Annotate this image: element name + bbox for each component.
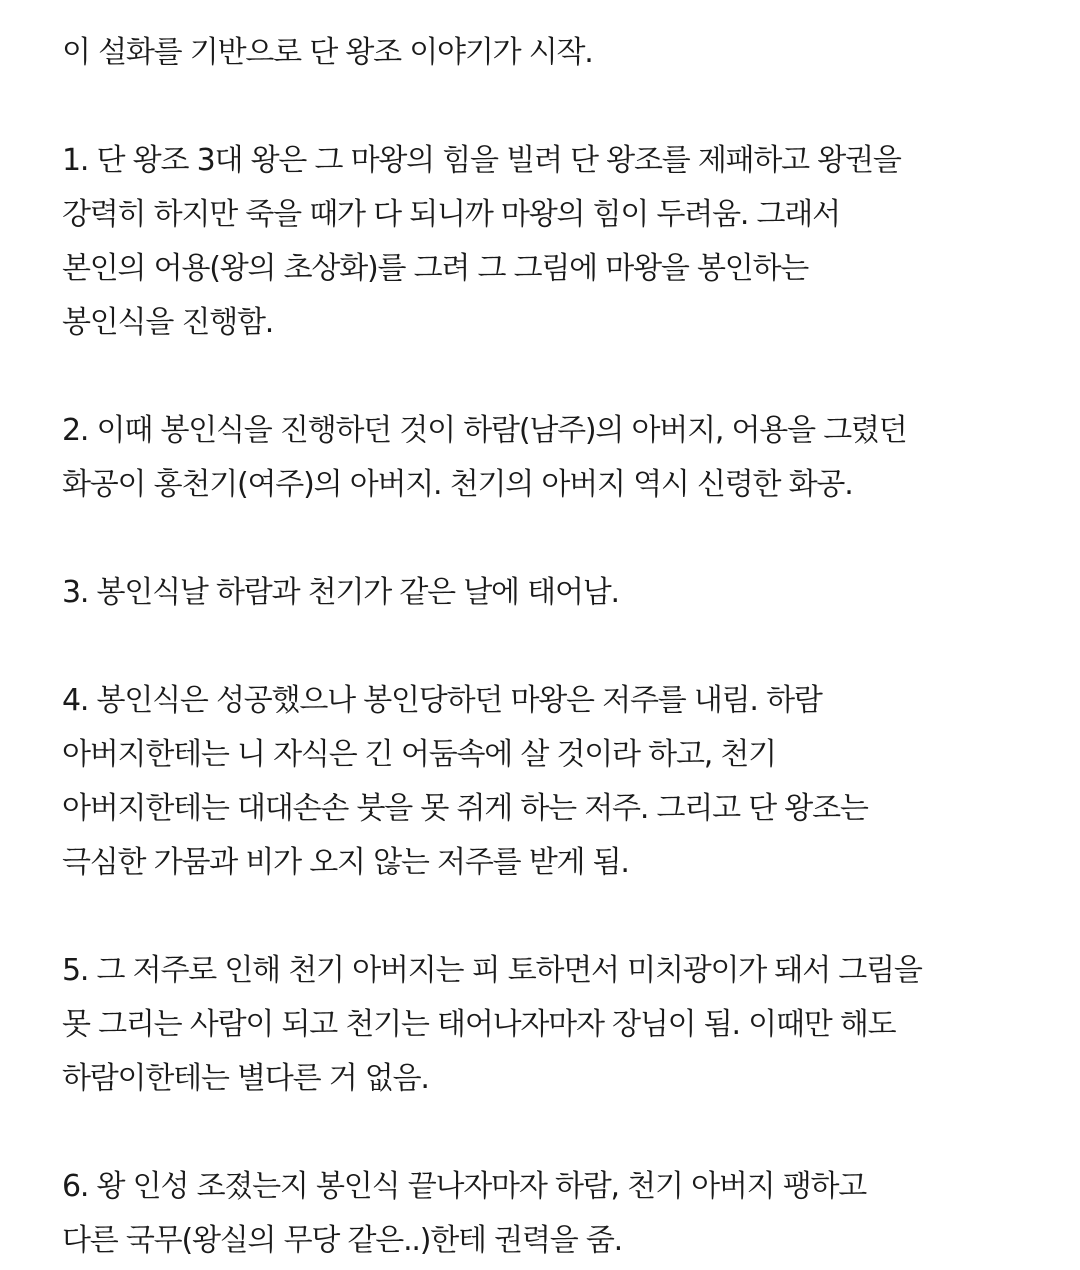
text-line: 봉인식을 진행함. (62, 305, 274, 340)
intro-paragraph (62, 26, 1052, 80)
paragraph-gap (62, 80, 1052, 134)
text-line: 아버지한테는 니 자식은 긴 어둠속에 살 것이라 하고, 천기 (62, 737, 776, 772)
point-5-paragraph (62, 944, 1052, 1106)
text-line: 이 설화를 기반으로 단 왕조 이야기가 시작. (62, 35, 593, 70)
text-line: 못 그리는 사람이 되고 천기는 태어나자마자 장님이 됨. 이때만 해도 (62, 1007, 896, 1042)
text-line: 1. 단 왕조 3대 왕은 그 마왕의 힘을 빌려 단 왕조를 제패하고 왕권을 (62, 143, 901, 178)
paragraph-gap (62, 350, 1052, 404)
text-line: 6. 왕 인성 조졌는지 봉인식 끝나자마자 하람, 천기 아버지 팽하고 (62, 1169, 867, 1204)
document-body (62, 26, 1052, 1268)
text-line: 3. 봉인식날 하람과 천기가 같은 날에 태어남. (62, 575, 619, 610)
paragraph-gap (62, 1106, 1052, 1160)
text-line: 4. 봉인식은 성공했으나 봉인당하던 마왕은 저주를 내림. 하람 (62, 683, 822, 718)
text-line: 화공이 홍천기(여주)의 아버지. 천기의 아버지 역시 신령한 화공. (62, 467, 853, 502)
text-line: 2. 이때 봉인식을 진행하던 것이 하람(남주)의 아버지, 어용을 그렸던 (62, 413, 907, 448)
point-2-paragraph (62, 404, 1052, 512)
point-4-paragraph (62, 674, 1052, 890)
text-line: 다른 국무(왕실의 무당 같은..)한테 권력을 줌. (62, 1223, 622, 1258)
paragraph-gap (62, 890, 1052, 944)
text-line: 본인의 어용(왕의 초상화)를 그려 그 그림에 마왕을 봉인하는 (62, 251, 809, 286)
paragraph-gap (62, 620, 1052, 674)
point-3-paragraph (62, 566, 1052, 620)
text-line: 강력히 하지만 죽을 때가 다 되니까 마왕의 힘이 두려움. 그래서 (62, 197, 840, 232)
point-6-paragraph (62, 1160, 1052, 1268)
text-line: 아버지한테는 대대손손 붓을 못 쥐게 하는 저주. 그리고 단 왕조는 (62, 791, 868, 826)
text-line: 하람이한테는 별다른 거 없음. (62, 1061, 429, 1096)
paragraph-gap (62, 512, 1052, 566)
point-1-paragraph (62, 134, 1052, 350)
text-line: 극심한 가뭄과 비가 오지 않는 저주를 받게 됨. (62, 845, 629, 880)
text-line: 5. 그 저주로 인해 천기 아버지는 피 토하면서 미치광이가 돼서 그림을 (62, 953, 922, 988)
